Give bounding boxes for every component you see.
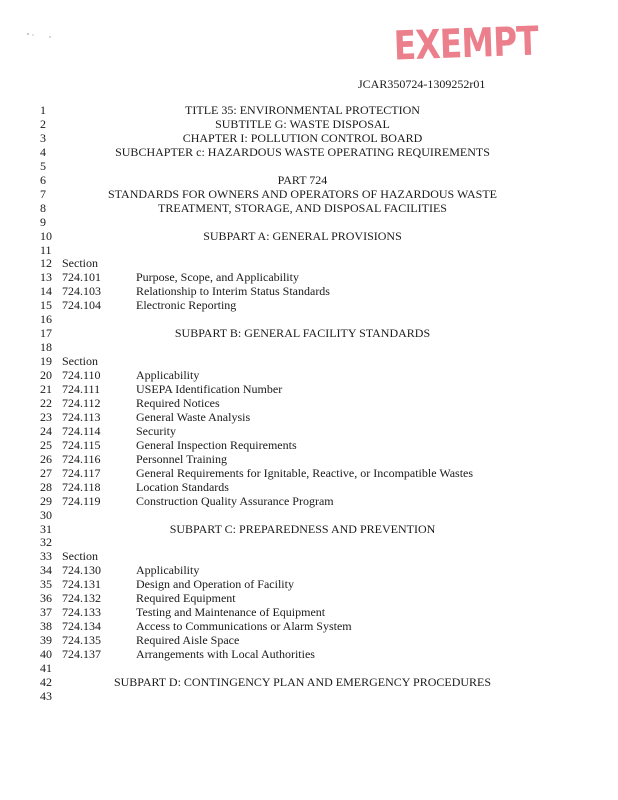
- section-title: General Waste Analysis: [136, 409, 251, 424]
- line-number: 13: [40, 270, 52, 285]
- section-title: USEPA Identification Number: [136, 382, 283, 396]
- section-number: 724.117: [62, 465, 101, 480]
- line-number: 14: [40, 284, 52, 299]
- heading-text: CHAPTER I: POLLUTION CONTROL BOARD: [182, 130, 423, 145]
- document-line: [0, 396, 618, 410]
- section-title: Design and Operation of Facility: [136, 577, 294, 592]
- line-number: 11: [40, 242, 52, 257]
- line-number: 17: [40, 326, 52, 341]
- section-column-label: Section: [62, 256, 98, 271]
- section-title: Required Notices: [136, 395, 220, 410]
- section-number: 724.112: [62, 395, 101, 410]
- document-line: [0, 270, 618, 284]
- document-line: [0, 103, 618, 117]
- document-line: [0, 159, 618, 173]
- document-line: [0, 145, 618, 159]
- document-line: [0, 312, 618, 326]
- section-number: 724.137: [62, 647, 101, 662]
- heading-text: STANDARDS FOR OWNERS AND OPERATORS OF HAZARDOUS WASTE: [108, 186, 497, 201]
- section-title: Electronic Reporting: [136, 298, 237, 313]
- section-title: General Requirements for Ignitable, Reactive, or Incompatible Wastes: [136, 465, 474, 480]
- document-line: [0, 201, 618, 215]
- section-title: Location Standards: [136, 479, 229, 494]
- line-number: 1: [40, 103, 46, 117]
- document-line: [0, 229, 618, 243]
- section-number: 724.110: [62, 368, 101, 383]
- document-line: [0, 326, 618, 340]
- line-number: 3: [40, 130, 46, 145]
- line-number: 18: [40, 340, 52, 355]
- line-number: 28: [40, 479, 52, 494]
- document-line: [0, 480, 618, 494]
- document-line: [0, 340, 618, 354]
- document-line: [0, 215, 618, 229]
- line-number: 9: [40, 214, 46, 229]
- section-column-label: Section: [62, 549, 98, 564]
- section-number: 724.103: [62, 284, 101, 299]
- document-line: [0, 633, 618, 647]
- heading-text: TREATMENT, STORAGE, AND DISPOSAL FACILITIES: [158, 200, 447, 215]
- line-number: 21: [40, 382, 52, 396]
- document-line: [0, 256, 618, 270]
- document-line: [0, 410, 618, 424]
- document-line: [0, 131, 618, 145]
- document-line: [0, 117, 618, 131]
- line-number: 29: [40, 493, 52, 508]
- section-number: 724.135: [62, 633, 101, 648]
- exempt-stamp: [383, 18, 539, 76]
- line-number: 38: [40, 619, 52, 634]
- document-line: [0, 661, 618, 675]
- line-number: 25: [40, 437, 52, 452]
- scan-specks: [24, 30, 54, 40]
- section-title: Access to Communications or Alarm System: [136, 619, 352, 634]
- document-line: [0, 173, 618, 187]
- heading-text: SUBPART D: CONTINGENCY PLAN AND EMERGENCY PROCEDURES: [113, 674, 492, 689]
- line-number: 24: [40, 423, 52, 438]
- section-title: Testing and Maintenance of Equipment: [136, 605, 326, 620]
- section-title: Arrangements with Local Authorities: [136, 647, 315, 662]
- section-title: Required Aisle Space: [136, 633, 240, 648]
- line-number: 22: [40, 395, 52, 410]
- section-column-label: Section: [62, 354, 98, 369]
- line-number: 15: [40, 298, 52, 313]
- section-title: Relationship to Interim Status Standards: [136, 284, 330, 299]
- line-number: 37: [40, 605, 52, 620]
- line-number: 6: [40, 172, 46, 187]
- heading-text: SUBPART A: GENERAL PROVISIONS: [203, 228, 402, 243]
- document-line: [0, 298, 618, 312]
- line-number: 33: [40, 549, 52, 564]
- line-number: 35: [40, 577, 52, 592]
- line-number: 19: [40, 354, 52, 369]
- section-number: 724.114: [62, 423, 101, 438]
- line-number: 34: [40, 563, 52, 578]
- exempt-stamp-text: EXEMPT: [393, 18, 539, 70]
- document-line: [0, 591, 618, 605]
- line-number: 2: [40, 116, 46, 131]
- document-line: [0, 368, 618, 382]
- document-line: [0, 647, 618, 661]
- section-number: 724.113: [62, 409, 101, 424]
- line-number: 31: [40, 521, 52, 536]
- line-number: 7: [40, 186, 46, 201]
- line-number: 23: [40, 409, 52, 424]
- document-id: JCAR350724-1309252r01: [358, 77, 486, 91]
- heading-text: TITLE 35: ENVIRONMENTAL PROTECTION: [185, 103, 420, 117]
- section-title: Applicability: [136, 368, 200, 383]
- section-number: 724.116: [62, 451, 101, 466]
- section-number: 724.118: [62, 479, 101, 494]
- section-title: Applicability: [136, 563, 200, 578]
- section-title: Required Equipment: [136, 591, 236, 606]
- line-number: 16: [40, 312, 52, 327]
- line-number: 39: [40, 633, 52, 648]
- document-line: [0, 619, 618, 633]
- line-number: 12: [40, 256, 52, 271]
- document-line: [0, 522, 618, 536]
- document-line: [0, 549, 618, 563]
- section-title: General Inspection Requirements: [136, 437, 297, 452]
- heading-text: SUBCHAPTER c: HAZARDOUS WASTE OPERATING REQUIREMENTS: [115, 144, 490, 159]
- document-line: [0, 675, 618, 689]
- document-line: [0, 563, 618, 577]
- section-number: 724.101: [62, 270, 101, 285]
- heading-text: SUBPART C: PREPAREDNESS AND PREVENTION: [169, 521, 436, 536]
- line-number: 26: [40, 451, 52, 466]
- section-number: 724.133: [62, 605, 101, 620]
- line-number: 43: [40, 688, 52, 703]
- section-number: 724.131: [62, 577, 101, 592]
- line-number: 41: [40, 661, 52, 675]
- document-line: [0, 354, 618, 368]
- section-number: 724.132: [62, 591, 101, 606]
- section-number: 724.134: [62, 619, 101, 634]
- line-number: 30: [40, 507, 52, 522]
- section-number: 724.119: [62, 493, 101, 508]
- line-number: 4: [40, 144, 46, 159]
- line-number: 40: [40, 647, 52, 662]
- line-number: 20: [40, 368, 52, 383]
- section-title: Personnel Training: [136, 451, 228, 466]
- line-number: 27: [40, 465, 52, 480]
- document-line: [0, 382, 618, 396]
- section-title: Purpose, Scope, and Applicability: [136, 270, 299, 285]
- line-number: 5: [40, 158, 46, 173]
- document-line: [0, 535, 618, 549]
- section-title: Security: [136, 423, 176, 438]
- heading-text: SUBPART B: GENERAL FACILITY STANDARDS: [174, 326, 431, 341]
- line-number: 8: [40, 200, 46, 215]
- document-line: [0, 508, 618, 522]
- document-line: [0, 605, 618, 619]
- section-number: 724.130: [62, 563, 101, 578]
- document-line: [0, 452, 618, 466]
- document-line: [0, 577, 618, 591]
- section-number: 724.111: [62, 382, 101, 396]
- line-number: 32: [40, 535, 52, 550]
- document-line: [0, 438, 618, 452]
- line-number: 42: [40, 674, 52, 689]
- document-line: [0, 494, 618, 508]
- document-line: [0, 243, 618, 257]
- section-number: 724.104: [62, 298, 101, 313]
- document-line: [0, 424, 618, 438]
- document-line: [0, 284, 618, 298]
- document-line: [0, 689, 618, 703]
- line-number: 10: [40, 228, 52, 243]
- heading-text: PART 724: [277, 172, 328, 187]
- line-number: 36: [40, 591, 52, 606]
- document-line: [0, 466, 618, 480]
- heading-text: SUBTITLE G: WASTE DISPOSAL: [215, 116, 390, 131]
- document-line: [0, 187, 618, 201]
- section-title: Construction Quality Assurance Program: [136, 493, 334, 508]
- section-number: 724.115: [62, 437, 101, 452]
